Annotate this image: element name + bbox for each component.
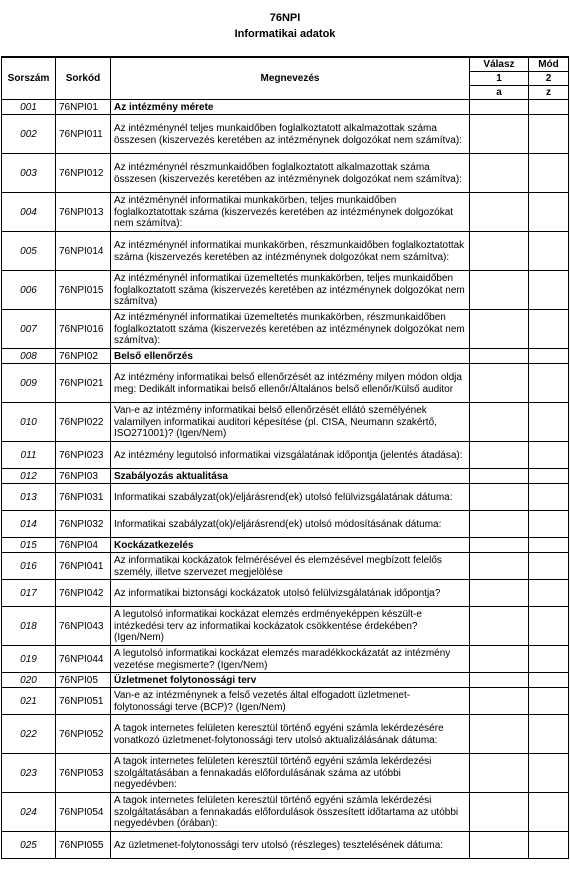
table-row <box>2 484 569 511</box>
table-body <box>2 100 569 859</box>
answer-cell[interactable] <box>470 115 529 154</box>
row-description: Az üzletmenet-folytonossági terv utolsó (részleges) tesztelésének dátuma: <box>111 832 470 859</box>
mode-cell[interactable] <box>529 607 569 646</box>
mode-cell[interactable] <box>529 193 569 232</box>
row-description: A legutolsó informatikai kockázat elemzés maradékkockázatát az intézmény vezetése megismerte? (Igen/Nem) <box>111 646 470 673</box>
table-row <box>2 100 569 115</box>
answer-cell[interactable] <box>470 832 529 859</box>
table-row <box>2 607 569 646</box>
row-description: A legutolsó informatikai kockázat elemzés erdményeképpen készült-e intézkedési terv az informatikai kockázatok csökkentése érdekében? (Igen/Nem) <box>111 607 470 646</box>
row-number: 016 <box>2 553 56 580</box>
row-code: 76NPI01 <box>56 100 111 115</box>
row-code: 76NPI021 <box>56 364 111 403</box>
row-description: Informatikai szabályzat(ok)/eljárásrend(ek) utolsó módosításának dátuma: <box>111 511 470 538</box>
row-description: Az intézménynél informatikai munkakörben, részmunkaidőben foglalkoztatottak száma (kiszervezés keretében az intézménynek dolgozókat nem számítva): <box>111 232 470 271</box>
mode-cell[interactable] <box>529 646 569 673</box>
row-code: 76NPI015 <box>56 271 111 310</box>
mode-cell[interactable] <box>529 232 569 271</box>
row-code: 76NPI042 <box>56 580 111 607</box>
header-mod: Mód <box>529 57 569 72</box>
table-row <box>2 580 569 607</box>
mode-cell[interactable] <box>529 580 569 607</box>
table-row <box>2 673 569 688</box>
row-number: 017 <box>2 580 56 607</box>
answer-cell[interactable] <box>470 154 529 193</box>
mode-cell[interactable] <box>529 553 569 580</box>
row-code: 76NPI04 <box>56 538 111 553</box>
row-description: Az informatikai kockázatok felmérésével és elemzésével megbízott felelős személy, illetve szervezet megjelölése <box>111 553 470 580</box>
answer-cell[interactable] <box>470 793 529 832</box>
row-code: 76NPI013 <box>56 193 111 232</box>
row-code: 76NPI03 <box>56 469 111 484</box>
header-sorszam: Sorszám <box>2 57 56 100</box>
answer-cell[interactable] <box>470 484 529 511</box>
table-row <box>2 271 569 310</box>
row-code: 76NPI051 <box>56 688 111 715</box>
table-row <box>2 832 569 859</box>
table-row <box>2 715 569 754</box>
row-description: Van-e az intézménynek a felső vezetés által elfogadott üzletmenet-folytonossági terve (BCP)? (Igen/Nem) <box>111 688 470 715</box>
header-sorkod: Sorkód <box>56 57 111 100</box>
mode-cell[interactable] <box>529 538 569 553</box>
header-valasz-num: 1 <box>470 72 529 86</box>
row-number: 002 <box>2 115 56 154</box>
table-row <box>2 154 569 193</box>
table-row <box>2 754 569 793</box>
mode-cell[interactable] <box>529 100 569 115</box>
header-megnevezes: Megnevezés <box>111 57 470 100</box>
row-number: 012 <box>2 469 56 484</box>
answer-cell[interactable] <box>470 469 529 484</box>
row-description: Az intézménynél teljes munkaidőben foglalkoztatott alkalmazottak száma összesen (kiszervezés keretében az intézménynek dolgozókat nem számítva): <box>111 115 470 154</box>
row-description: Kockázatkezelés <box>111 538 470 553</box>
table-row <box>2 688 569 715</box>
row-number: 007 <box>2 310 56 349</box>
answer-cell[interactable] <box>470 271 529 310</box>
answer-cell[interactable] <box>470 349 529 364</box>
row-code: 76NPI032 <box>56 511 111 538</box>
row-number: 020 <box>2 673 56 688</box>
mode-cell[interactable] <box>529 754 569 793</box>
row-code: 76NPI022 <box>56 403 111 442</box>
answer-cell[interactable] <box>470 553 529 580</box>
mode-cell[interactable] <box>529 403 569 442</box>
row-description: Az informatikai biztonsági kockázatok utolsó felülvizsgálatának időpontja? <box>111 580 470 607</box>
answer-cell[interactable] <box>470 538 529 553</box>
mode-cell[interactable] <box>529 793 569 832</box>
row-number: 009 <box>2 364 56 403</box>
row-description: Az intézmény informatikai belső ellenőrzését az intézmény milyen módon oldja meg: Dedikált informatikai belső ellenőr/Általános belső ellenőr/Külső auditor <box>111 364 470 403</box>
table-row <box>2 403 569 442</box>
row-number: 018 <box>2 607 56 646</box>
row-code: 76NPI014 <box>56 232 111 271</box>
row-number: 014 <box>2 511 56 538</box>
answer-cell[interactable] <box>470 193 529 232</box>
table-row <box>2 193 569 232</box>
form-code: 76NPI <box>269 12 301 24</box>
mode-cell[interactable] <box>529 673 569 688</box>
row-number: 021 <box>2 688 56 715</box>
mode-cell[interactable] <box>529 688 569 715</box>
row-code: 76NPI052 <box>56 715 111 754</box>
header-mod-num: 2 <box>529 72 569 86</box>
row-number: 008 <box>2 349 56 364</box>
row-number: 015 <box>2 538 56 553</box>
table-row <box>2 793 569 832</box>
answer-cell[interactable] <box>470 754 529 793</box>
row-code: 76NPI053 <box>56 754 111 793</box>
row-code: 76NPI023 <box>56 442 111 469</box>
row-description: Az intézménynél informatikai üzemeltetés munkakörben, részmunkaidőben foglalkoztatott száma (kiszervezés keretében az intézménynek dolgozókat nem számítva): <box>111 310 470 349</box>
table-row <box>2 232 569 271</box>
row-description: Szabályozás aktualitása <box>111 469 470 484</box>
header-mod-letter: z <box>529 86 569 100</box>
row-number: 025 <box>2 832 56 859</box>
row-description: Informatikai szabályzat(ok)/eljárásrend(ek) utolsó felülvizsgálatának dátuma: <box>111 484 470 511</box>
data-table <box>1 56 569 859</box>
mode-cell[interactable] <box>529 154 569 193</box>
row-code: 76NPI044 <box>56 646 111 673</box>
mode-cell[interactable] <box>529 271 569 310</box>
row-description: Az intézmény mérete <box>111 100 470 115</box>
table-row <box>2 310 569 349</box>
mode-cell[interactable] <box>529 484 569 511</box>
row-number: 003 <box>2 154 56 193</box>
row-description: Az intézmény legutolsó informatikai vizsgálatának időpontja (jelentés átadása): <box>111 442 470 469</box>
mode-cell[interactable] <box>529 364 569 403</box>
table-row <box>2 364 569 403</box>
row-number: 013 <box>2 484 56 511</box>
answer-cell[interactable] <box>470 364 529 403</box>
answer-cell[interactable] <box>470 688 529 715</box>
row-description: Belső ellenőrzés <box>111 349 470 364</box>
row-number: 023 <box>2 754 56 793</box>
row-number: 004 <box>2 193 56 232</box>
row-number: 006 <box>2 271 56 310</box>
table-row <box>2 646 569 673</box>
row-description: Az intézménynél informatikai üzemeltetés munkakörben, teljes munkaidőben foglalkoztatott száma (kiszervezés keretében az intézménynek dolgozókat nem számítva) <box>111 271 470 310</box>
answer-cell[interactable] <box>470 100 529 115</box>
form-title: Informatikai adatok <box>234 28 336 40</box>
table-row <box>2 511 569 538</box>
table-row <box>2 553 569 580</box>
answer-cell[interactable] <box>470 715 529 754</box>
row-number: 019 <box>2 646 56 673</box>
row-number: 001 <box>2 100 56 115</box>
row-code: 76NPI031 <box>56 484 111 511</box>
answer-cell[interactable] <box>470 580 529 607</box>
answer-cell[interactable] <box>470 403 529 442</box>
answer-cell[interactable] <box>470 442 529 469</box>
row-number: 011 <box>2 442 56 469</box>
row-code: 76NPI054 <box>56 793 111 832</box>
mode-cell[interactable] <box>529 511 569 538</box>
answer-cell[interactable] <box>470 607 529 646</box>
mode-cell[interactable] <box>529 715 569 754</box>
mode-cell[interactable] <box>529 832 569 859</box>
row-code: 76NPI055 <box>56 832 111 859</box>
answer-cell[interactable] <box>470 511 529 538</box>
table-row <box>2 442 569 469</box>
mode-cell[interactable] <box>529 442 569 469</box>
row-code: 76NPI012 <box>56 154 111 193</box>
answer-cell[interactable] <box>470 673 529 688</box>
header-valasz-letter: a <box>470 86 529 100</box>
row-description: A tagok internetes felületen keresztül történő egyéni számla lekérdezési szolgáltatásában a fennakadás előfordulások összesített időtartama az utóbbi negyedévben (órában): <box>111 793 470 832</box>
row-description: Az intézménynél informatikai munkakörben, teljes munkaidőben foglalkoztatottak száma (kiszervezés keretében az intézménynek dolgozókat nem számítva): <box>111 193 470 232</box>
row-number: 022 <box>2 715 56 754</box>
row-number: 010 <box>2 403 56 442</box>
answer-cell[interactable] <box>470 646 529 673</box>
row-number: 005 <box>2 232 56 271</box>
table-row <box>2 469 569 484</box>
row-description: Van-e az intézmény informatikai belső ellenőrzését ellátó személyének valamilyen informatikai auditori képesítése (pl. CISA, Neumann szakértő, ISO271001)? (Igen/Nem) <box>111 403 470 442</box>
row-code: 76NPI016 <box>56 310 111 349</box>
row-code: 76NPI05 <box>56 673 111 688</box>
mode-cell[interactable] <box>529 310 569 349</box>
mode-cell[interactable] <box>529 115 569 154</box>
answer-cell[interactable] <box>470 232 529 271</box>
row-description: A tagok internetes felületen keresztül történő egyéni számla lekérdezési szolgáltatásában a fennakadás előfordulásának száma az utóbbi negyedévben: <box>111 754 470 793</box>
row-code: 76NPI041 <box>56 553 111 580</box>
row-code: 76NPI02 <box>56 349 111 364</box>
header-valasz: Válasz <box>470 57 529 72</box>
table-row <box>2 349 569 364</box>
row-number: 024 <box>2 793 56 832</box>
row-description: Az intézménynél részmunkaidőben foglalkoztatott alkalmazottak száma összesen (kiszervezés keretében az intézménynek dolgozókat nem számítva): <box>111 154 470 193</box>
row-code: 76NPI011 <box>56 115 111 154</box>
row-description: Üzletmenet folytonossági terv <box>111 673 470 688</box>
row-code: 76NPI043 <box>56 607 111 646</box>
mode-cell[interactable] <box>529 469 569 484</box>
title-block <box>0 10 570 42</box>
mode-cell[interactable] <box>529 349 569 364</box>
row-description: A tagok internetes felületen keresztül történő egyéni számla lekérdezésére vonatkozó üzletmenet-folytonossági terv utolsó aktualizálásának dátuma: <box>111 715 470 754</box>
answer-cell[interactable] <box>470 310 529 349</box>
table-row <box>2 115 569 154</box>
table-row <box>2 538 569 553</box>
